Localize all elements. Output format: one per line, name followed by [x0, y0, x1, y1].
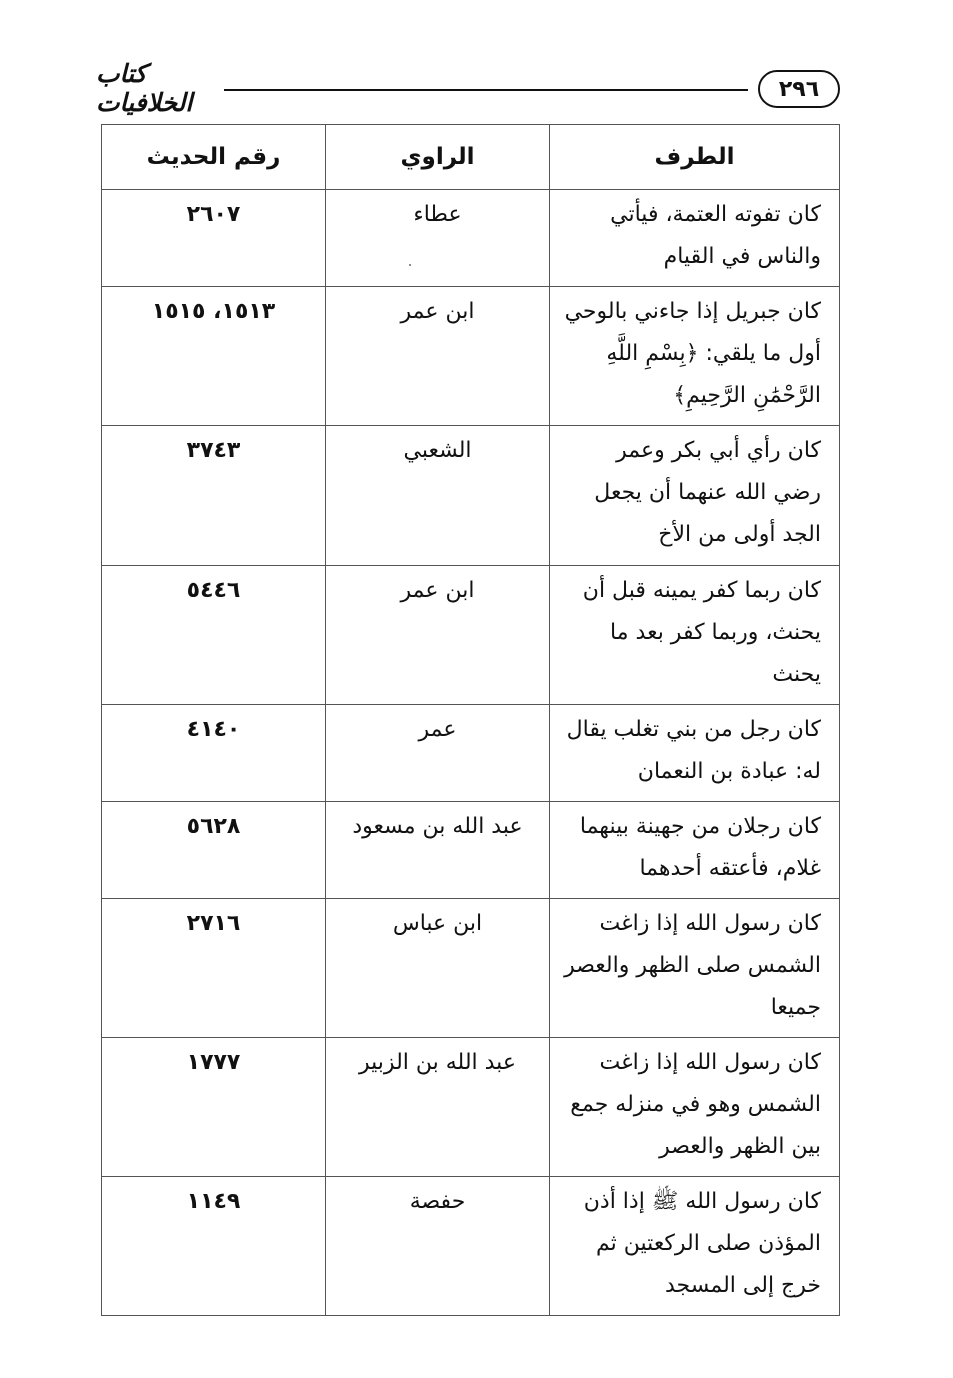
cell-taraf: كان رأي أبي بكر وعمر رضي الله عنهما أن يجعل الجد أولى من الأخ	[550, 426, 840, 566]
cell-rawi: عطاء	[326, 190, 550, 287]
table-header-row	[102, 125, 840, 190]
table-row	[102, 426, 840, 566]
cell-number: ٤١٤٠	[102, 705, 326, 802]
page-header	[96, 59, 840, 117]
cell-taraf: كان رسول الله ﷺ إذا أذن المؤذن صلى الركعتين ثم خرج إلى المسجد	[550, 1177, 840, 1316]
cell-rawi: عبد الله بن مسعود	[326, 802, 550, 899]
cell-taraf: كان رسول الله إذا زاغت الشمس صلى الظهر والعصر جميعا	[550, 899, 840, 1038]
cell-number: ٥٤٤٦	[102, 566, 326, 705]
table-row	[102, 190, 840, 287]
cell-taraf: كان رجلان من جهينة بينهما غلام، فأعتقه أحدهما	[550, 802, 840, 899]
cell-number: ٣٧٤٣	[102, 426, 326, 566]
cell-rawi: عبد الله بن الزبير	[326, 1038, 550, 1177]
header-taraf: الطرف	[550, 125, 840, 190]
table-row	[102, 1038, 840, 1177]
header-rule	[224, 89, 748, 91]
cell-taraf: كان تفوته العتمة، فيأتي والناس في القيام	[550, 190, 840, 287]
cell-taraf: كان رسول الله إذا زاغت الشمس وهو في منزله جمع بين الظهر والعصر	[550, 1038, 840, 1177]
cell-number: ١٧٧٧	[102, 1038, 326, 1177]
cell-taraf: كان جبريل إذا جاءني بالوحي أول ما يلقي: ﴿بِسْمِ اللَّهِ الرَّحْمَٰنِ الرَّحِيمِ﴾	[550, 287, 840, 426]
book-title: كتاب الخلافيات	[96, 59, 193, 117]
cell-number: ١٥١٣، ١٥١٥	[102, 287, 326, 426]
table-row	[102, 802, 840, 899]
cell-number: ٢٦٠٧	[102, 190, 326, 287]
header-rawi: الراوي	[326, 125, 550, 190]
header-number: رقم الحديث	[102, 125, 326, 190]
cell-rawi: ابن عمر	[326, 287, 550, 426]
cell-rawi: ابن عباس	[326, 899, 550, 1038]
cell-rawi: عمر	[326, 705, 550, 802]
table-row	[102, 705, 840, 802]
table-row	[102, 899, 840, 1038]
cell-number: ١١٤٩	[102, 1177, 326, 1316]
page-number-badge: ٢٩٦	[758, 70, 840, 108]
table-row	[102, 1177, 840, 1316]
table-row	[102, 566, 840, 705]
cell-taraf: كان ربما كفر يمينه قبل أن يحنث، وربما كفر بعد ما يحنث	[550, 566, 840, 705]
hadith-index-table	[101, 124, 840, 1316]
cell-taraf: كان رجل من بني تغلب يقال له: عبادة بن النعمان	[550, 705, 840, 802]
table-row	[102, 287, 840, 426]
scan-speck	[409, 264, 411, 266]
cell-rawi: ابن عمر	[326, 566, 550, 705]
cell-rawi: الشعبي	[326, 426, 550, 566]
cell-number: ٥٦٢٨	[102, 802, 326, 899]
cell-number: ٢٧١٦	[102, 899, 326, 1038]
cell-rawi: حفصة	[326, 1177, 550, 1316]
